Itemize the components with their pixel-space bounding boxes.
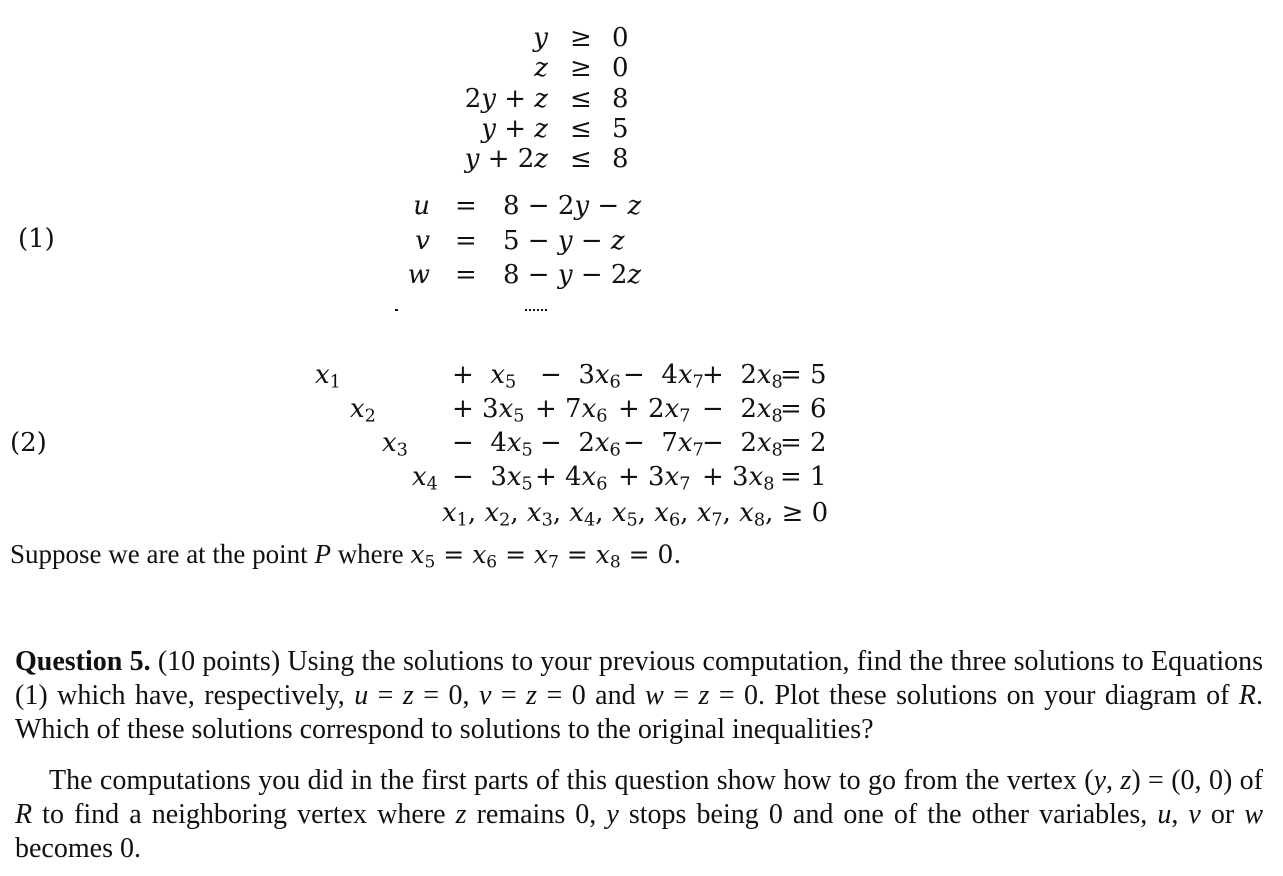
eq1-lhs-w: w — [407, 260, 430, 290]
ineq-rhs-4: 5 — [612, 114, 629, 144]
point-sentence-where: where — [337, 539, 404, 569]
point-sentence-lead: Suppose we are at the point — [10, 539, 308, 569]
eq2-r3-t2: − $2x_6$ — [540, 428, 621, 461]
ineq-lhs-2: z — [534, 53, 548, 83]
ineq-rhs-3: 8 — [612, 84, 629, 114]
eq2-r4-t3: + $3x_7$ — [618, 462, 691, 495]
equation-label-2: (2) — [10, 428, 47, 458]
eq2-r2-t3: + $2x_7$ — [618, 394, 691, 427]
ineq-rel-2: ≥ — [570, 53, 592, 83]
eq2-r4-t4: + $3x_8$ — [702, 462, 775, 495]
ineq-rel-1: ≥ — [570, 23, 592, 53]
ineq-rhs-5: 8 — [612, 144, 629, 174]
eq2-r2-t1: + $3x_5$ — [452, 394, 525, 427]
eq2-r3-t1: − $4x_5$ — [452, 428, 533, 461]
eq2-basic-x4: $x_4$ — [412, 462, 438, 495]
crop-artifact-dots — [525, 309, 547, 311]
equation-label-1: (1) — [18, 224, 55, 254]
eq2-r2-t2: + $7x_6$ — [535, 394, 608, 427]
question-5 — [15, 645, 1263, 747]
eq2-r1-t3: − $4x_7$ — [623, 360, 704, 393]
eq2-nonnegativity: $x_1$, $x_2$, $x_3$, $x_4$, $x_5$, $x_6$, $x_7$, $x_8$, ≥ 0 — [442, 498, 829, 531]
eq2-r4-rhs: = 1 — [780, 462, 827, 492]
ineq-lhs-5: y + 2z — [464, 144, 548, 174]
eq2-r2-rhs: = 6 — [780, 394, 827, 424]
question-points: (10 points) — [157, 646, 281, 677]
point-condition: $x_5 = x_6 = x_7 = x_8 = 0$. — [410, 540, 682, 573]
eq1-lhs-v: v — [415, 226, 430, 256]
ineq-lhs-3: 2y + z — [464, 84, 548, 114]
eq2-r3-rhs: = 2 — [780, 428, 827, 458]
ineq-rhs-1: 0 — [612, 23, 629, 53]
eq2-basic-x1: $x_1$ — [315, 360, 341, 393]
eq2-r4-t2: + $4x_6$ — [535, 462, 608, 495]
eq1-rhs-3: 8 − y − 2z — [503, 260, 642, 290]
point-symbol: P — [314, 539, 331, 569]
question-body: Using the solutions to your previous computation, find the three solutions to Equations (1) which have, respectively, u = z = 0, v = z = 0 and w = z = 0. Plot these solutions on your diagram of R. Which of these solutions correspond to solutions to the original inequalities? — [15, 646, 1264, 745]
eq2-r2-t4: − $2x_8$ — [702, 394, 783, 427]
explanation-paragraph: The computations you did in the first parts of this question show how to go from the vertex (y, z) = (0, 0) of R to find a neighboring vertex where z remains 0, y stops being 0 and one of the other variables, u, v or w becomes 0. — [15, 765, 1264, 864]
eq2-basic-x2: $x_2$ — [350, 394, 376, 427]
eq2-r1-rhs: = 5 — [780, 360, 827, 390]
ineq-rel-5: ≤ — [570, 144, 592, 174]
eq2-basic-x3: $x_3$ — [382, 428, 408, 461]
ineq-lhs-4: y + z — [481, 114, 548, 144]
point-sentence — [10, 539, 682, 573]
eq1-rhs-1: 8 − 2y − z — [503, 191, 642, 221]
eq1-rel-3: = — [455, 260, 477, 290]
eq2-r1-t1: + $x_5$ — [452, 360, 517, 393]
eq2-r3-t3: − $7x_7$ — [623, 428, 704, 461]
ineq-rhs-2: 0 — [612, 53, 629, 83]
eq1-rel-2: = — [455, 226, 477, 256]
eq1-rhs-2: 5 − y − z — [503, 226, 625, 256]
eq2-r3-t4: − $2x_8$ — [702, 428, 783, 461]
ineq-rel-3: ≤ — [570, 84, 592, 114]
question-heading: Question 5. — [15, 646, 151, 677]
eq1-lhs-u: u — [413, 191, 430, 221]
eq1-rel-1: = — [455, 191, 477, 221]
ineq-lhs-1: y — [533, 23, 548, 53]
eq2-r1-t2: − $3x_6$ — [540, 360, 621, 393]
ineq-rel-4: ≤ — [570, 114, 592, 144]
eq2-r4-t1: − $3x_5$ — [452, 462, 533, 495]
crop-artifact-left — [395, 309, 398, 311]
eq2-r1-t4: + $2x_8$ — [702, 360, 783, 393]
